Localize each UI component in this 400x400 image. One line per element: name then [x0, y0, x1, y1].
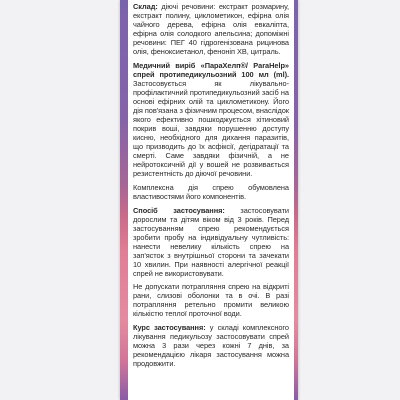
composition-text: діючі речовини: екстракт розмарину, екстракт полину, циклометикон, ефірна олія чайного дерева, ефірна олія евкаліпта, ефірна олія солодкого апельсина; допоміжні речовини: ПЕГ 40 гідрогенізована рицинова олія, феноксиетанол, феноніп ХВ, цитраль.: [133, 2, 289, 56]
description-section: [133, 61, 289, 178]
composition-heading: Склад:: [133, 2, 158, 11]
complex-section: [133, 183, 289, 201]
course-section: [133, 323, 289, 368]
usage-section: [133, 206, 289, 318]
description-heading: Медичний виріб «ПараХелп®/ ParaHelp» спрей протипедикульозний 100 мл (ml).: [133, 61, 289, 79]
course-text: у складі комплексного лікування педикульозу застосовувати спрей можна 3 рази через кожні 7 днів, за рекомендацією лікаря застосування можна продовжити.: [133, 323, 289, 368]
description-paragraph: [133, 61, 289, 178]
composition-paragraph: [133, 2, 289, 56]
complex-text: Комплексна дія спрею обумовлена властивостями його компонентів.: [133, 183, 289, 201]
usage-warning: Не допускати потрапляння спрею на відкриті рани, слизові оболонки та в очі. В разі потрапляння ретельно промити великою кількістю теплої проточної води.: [133, 282, 289, 318]
course-paragraph: [133, 323, 289, 368]
usage-text: застосовувати дорослим та дітям віком від 3 років. Перед застосуванням спрею рекомендується зробити пробу на індивідуальну чутливість: нанести невелику кількість спрею на зап'ясток з внутрішньої сторони та зачекати 10 хвилин. При наявності алергічної реакції спрей не використовувати.: [133, 206, 289, 278]
usage-heading: Спосіб застосування:: [133, 206, 225, 215]
usage-paragraph: [133, 206, 289, 278]
composition-section: [133, 2, 289, 56]
course-heading: Курс застосування:: [133, 323, 206, 332]
description-text: Застосовується як лікувально-профілактичний протипедикульозний засіб на основі ефірних олій та циклометикону. Його дія пов'язана з фізичним процесом, внаслідок якого ефективно пошкоджується хітиновий покрив воші, завдяки порушенню доступу кисню, необхідного для дихання паразитів, що призводить до їх асфіксії, дегідратації та смерті. Саме завдяки фізичній, а не нейротоксичній дії у вошей не розвивається резистентність до діючої речовини.: [133, 79, 289, 178]
instruction-label: [128, 0, 294, 400]
